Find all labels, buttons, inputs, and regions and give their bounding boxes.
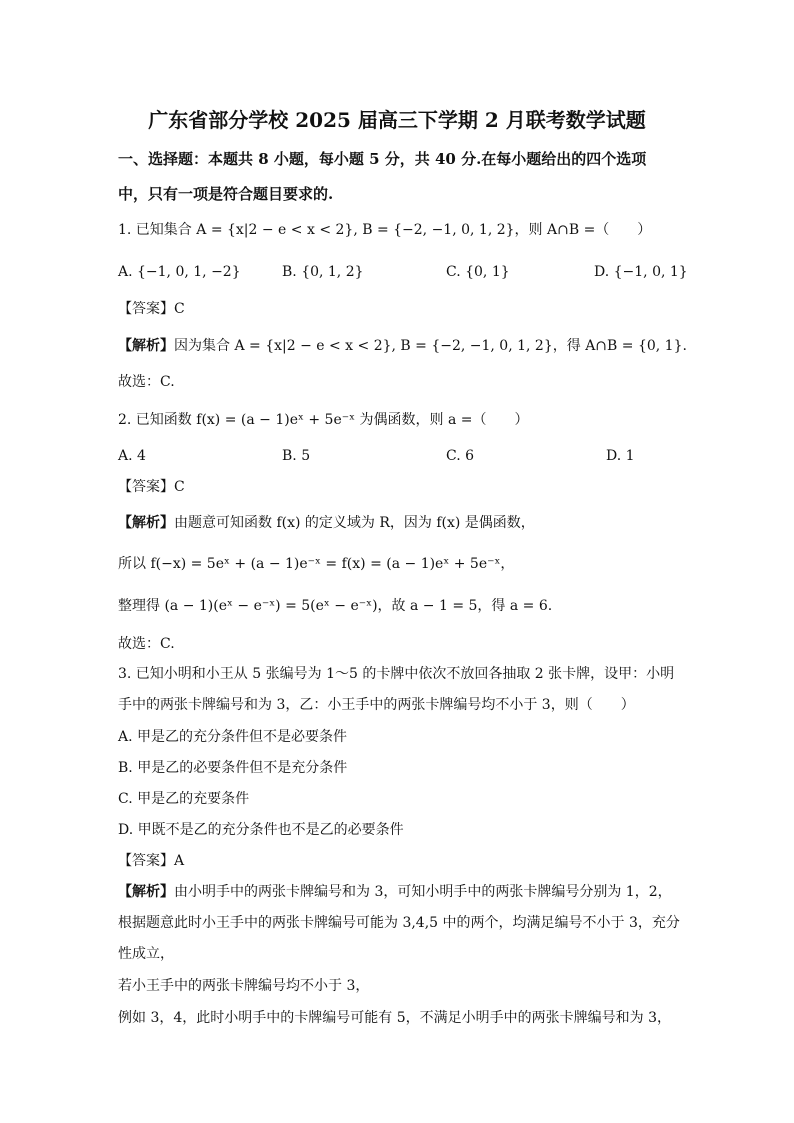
q1-option-b: B. {0, 1, 2}: [282, 264, 364, 280]
q3-analysis-line5: 例如 3，4，此时小明手中的卡牌编号可能有 5，不满足小明手中的两张卡牌编号和为 3，: [118, 1010, 671, 1026]
q1-option-c: C. {0, 1}: [446, 264, 510, 280]
q2-option-c: C. 6: [446, 448, 475, 464]
q3-analysis-line1: [118, 882, 672, 902]
q1-answer: 【答案】C: [118, 301, 185, 317]
q2-option-b: B. 5: [282, 448, 311, 464]
q2-analysis-label: 【解析】: [118, 515, 174, 531]
page-title: 广东省部分学校 2025 届高三下学期 2 月联考数学试题: [148, 108, 646, 132]
q1-option-d: D. {−1, 0, 1}: [594, 264, 688, 280]
q3-answer: 【答案】A: [118, 853, 185, 869]
q2-stem: 2. 已知函数 f(x) = (a − 1)eˣ + 5e⁻ˣ 为偶函数，则 a =（ ）: [118, 412, 529, 428]
q2-analysis-line3: 整理得 (a − 1)(eˣ − e⁻ˣ) = 5(eˣ − e⁻ˣ)，故 a − 1 = 5，得 a = 6.: [118, 598, 553, 614]
q1-analysis: [118, 336, 687, 356]
q3-stem-line2: 手中的两张卡牌编号和为 3，乙：小王手中的两张卡牌编号均不小于 3，则（ ）: [118, 697, 635, 713]
q1-conclusion: 故选：C.: [118, 374, 175, 390]
q1-option-a: A. {−1, 0, 1, −2}: [118, 264, 241, 280]
q1-stem: 1. 已知集合 A = {x|2 − e < x < 2}, B = {−2, −1, 0, 1, 2}，则 A∩B =（ ）: [118, 222, 652, 238]
q2-option-a: A. 4: [118, 448, 146, 464]
q3-analysis-line2: 根据题意此时小王手中的两张卡牌编号可能为 3,4,5 中的两个，均满足编号不小于 3，充分: [118, 915, 680, 931]
q3-option-a: A. 甲是乙的充分条件但不是必要条件: [118, 729, 348, 745]
section-heading-line1: 一、选择题：本题共 8 小题，每小题 5 分，共 40 分.在每小题给出的四个选项: [118, 150, 647, 168]
q3-analysis-label: 【解析】: [118, 884, 174, 900]
q2-answer: 【答案】C: [118, 479, 185, 495]
q3-option-c: C. 甲是乙的充要条件: [118, 791, 250, 807]
q3-analysis-line4: 若小王手中的两张卡牌编号均不小于 3，: [118, 978, 370, 994]
q1-analysis-label: 【解析】: [118, 338, 174, 354]
q3-analysis-line3: 性成立，: [118, 946, 174, 962]
q2-conclusion: 故选：C.: [118, 636, 175, 652]
q1-analysis-text: 因为集合 A = {x|2 − e < x < 2}, B = {−2, −1, 0, 1, 2}，得 A∩B = {0, 1}.: [174, 338, 687, 354]
q3-analysis-text-1: 由小明手中的两张卡牌编号和为 3，可知小明手中的两张卡牌编号分别为 1，2，: [174, 884, 672, 900]
q2-analysis-line2: 所以 f(−x) = 5eˣ + (a − 1)e⁻ˣ = f(x) = (a − 1)eˣ + 5e⁻ˣ，: [118, 556, 515, 572]
section-heading-line2: 中，只有一项是符合题目要求的.: [118, 185, 334, 203]
q2-analysis-line1: [118, 513, 535, 533]
q3-stem-line1: 3. 已知小明和小王从 5 张编号为 1～5 的卡牌中依次不放回各抽取 2 张卡牌，设甲：小明: [118, 666, 675, 682]
q2-analysis-text-1: 由题意可知函数 f(x) 的定义域为 R，因为 f(x) 是偶函数，: [174, 515, 535, 531]
q3-option-b: B. 甲是乙的必要条件但不是充分条件: [118, 760, 348, 776]
q3-option-d: D. 甲既不是乙的充分条件也不是乙的必要条件: [118, 822, 404, 838]
q2-option-d: D. 1: [606, 448, 635, 464]
